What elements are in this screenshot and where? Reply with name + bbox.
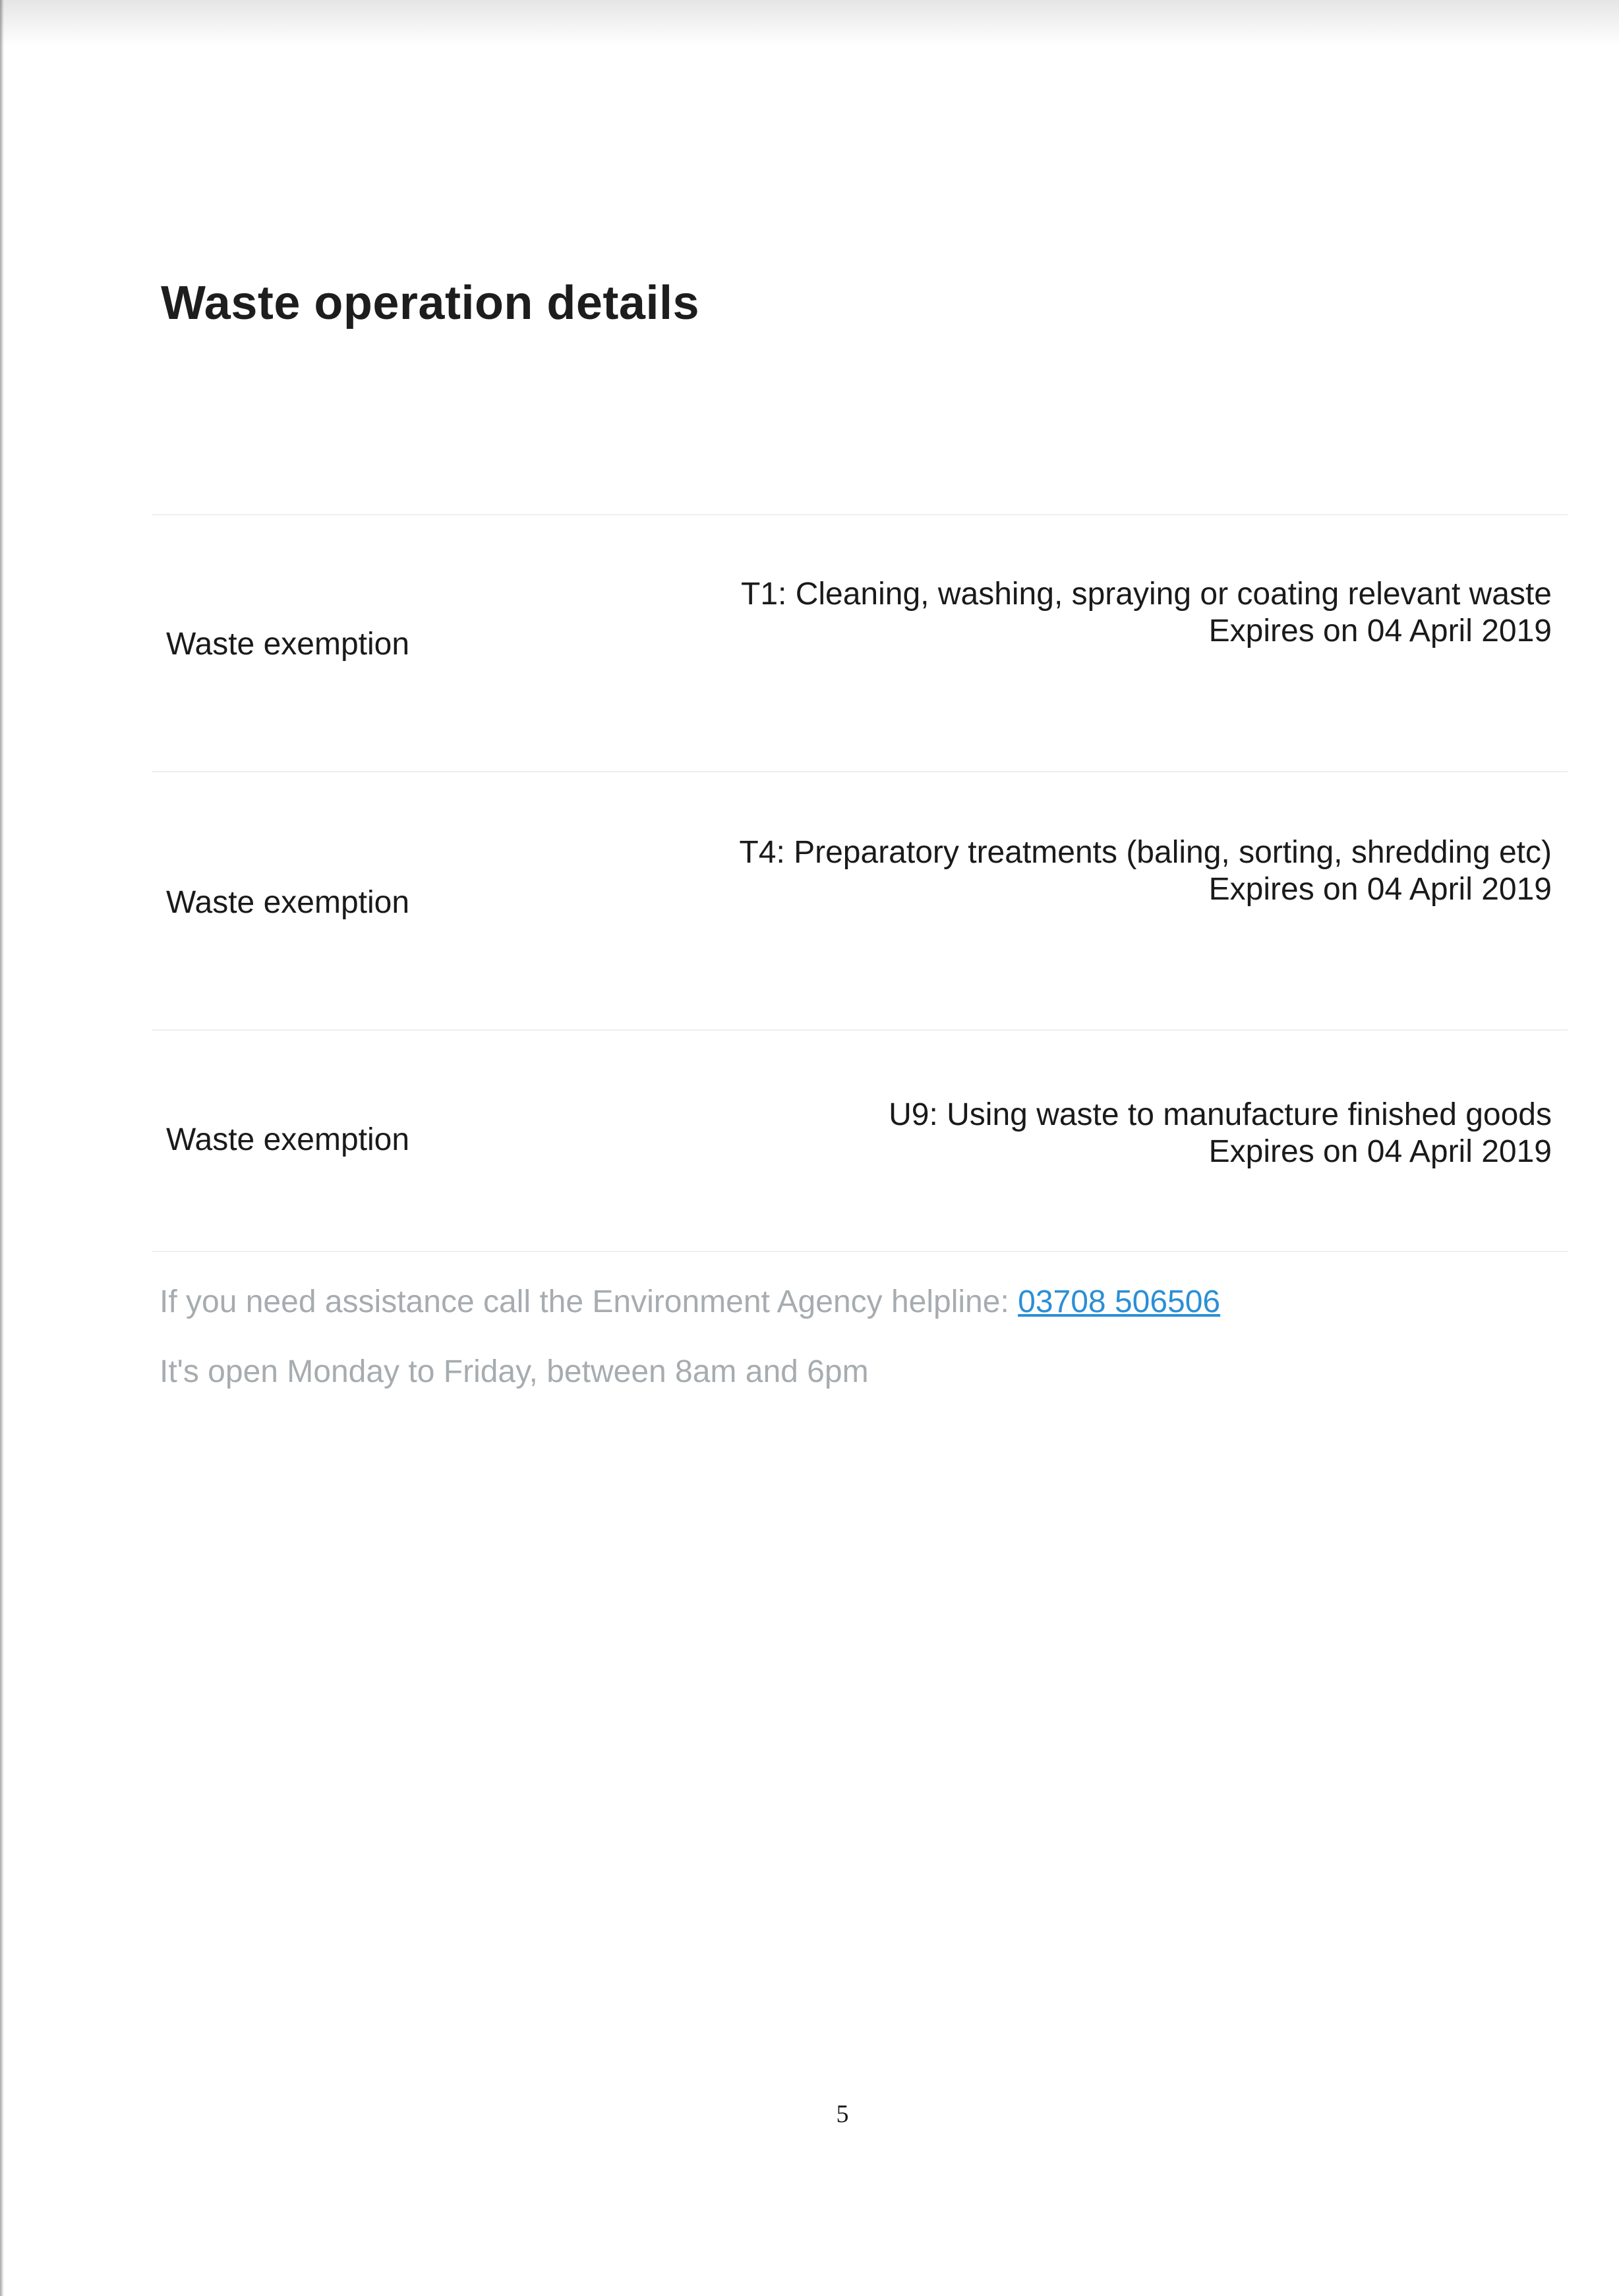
scan-edge [0,0,4,2296]
scan-shadow [0,0,1619,46]
exemption-row [161,832,1552,963]
exemption-description: T4: Preparatory treatments (baling, sorting, shredding etc) [739,835,1552,870]
row-label: Waste exemption [166,627,410,662]
row-value [728,576,1552,650]
exemption-description: T1: Cleaning, washing, spraying or coating relevant waste [741,577,1552,612]
exemption-expiry: Expires on 04 April 2019 [1208,1134,1552,1169]
divider [152,514,1568,515]
exemption-expiry: Expires on 04 April 2019 [1208,872,1552,907]
divider [152,1029,1568,1031]
page-title: Waste operation details [161,277,699,330]
exemption-expiry: Expires on 04 April 2019 [1208,614,1552,648]
row-value [728,1097,1552,1170]
exemption-row [161,573,1552,705]
page-number: 5 [836,2100,849,2128]
divider [152,771,1568,772]
exemption-row [161,1094,1552,1193]
exemption-description: U9: Using waste to manufacture finished goods [889,1097,1552,1132]
helpline-text [160,1284,1220,1321]
row-label: Waste exemption [166,1122,410,1157]
helpline-intro: If you need assistance call the Environment Agency helpline: [160,1284,1018,1319]
row-value [728,834,1552,908]
row-label: Waste exemption [166,885,410,920]
divider [152,1251,1568,1252]
opening-hours-text: It's open Monday to Friday, between 8am and 6pm [160,1354,869,1389]
helpline-phone-link[interactable]: 03708 506506 [1018,1284,1221,1319]
